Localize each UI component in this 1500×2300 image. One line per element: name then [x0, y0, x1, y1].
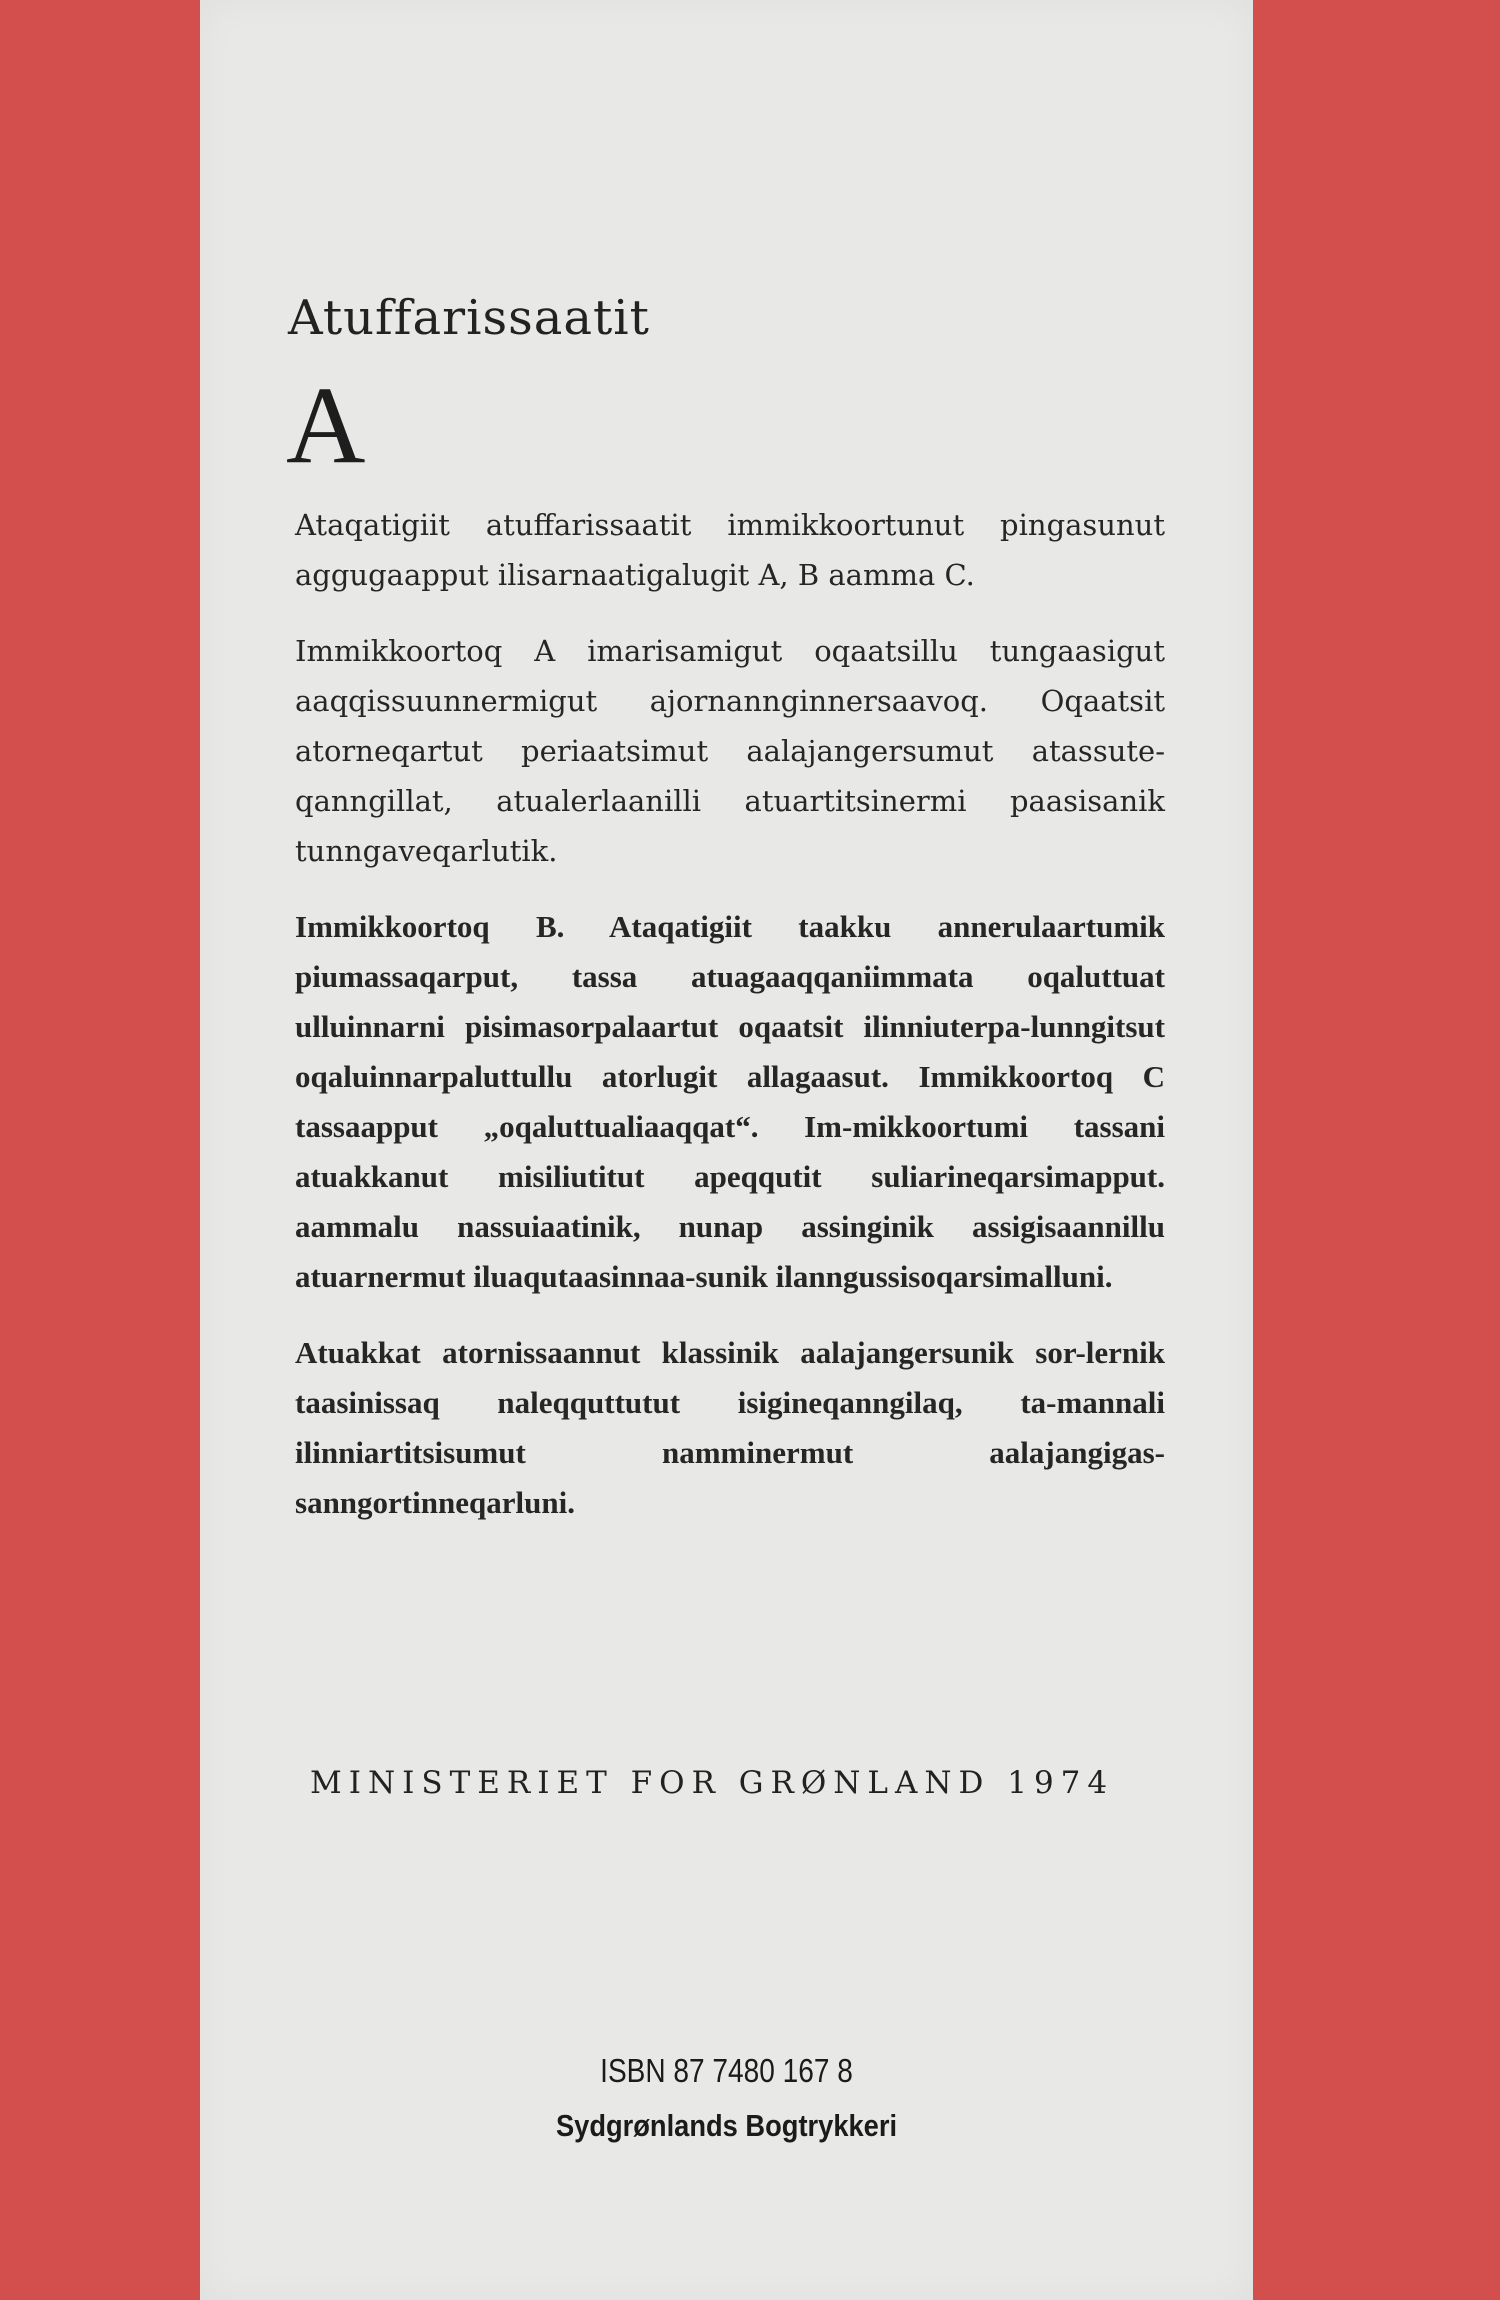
section-letter: A [286, 364, 366, 486]
paragraph-usage: Atuakkat atornissaannut klassinik aalajangersunik sor-lernik taasinissaq naleqquttutut isigineqanngilaq, ta-mannali ilinniartitsisumut namminermut aalajangigas-sanngortinneqarluni. [295, 1335, 1165, 1520]
book-back-cover [200, 0, 1253, 2300]
isbn-number: ISBN 87 7480 167 8 [600, 2052, 853, 2089]
description-text [295, 500, 1165, 1554]
paragraph-section-a: Immikkoortoq A imarisamigut oqaatsillu tungaasigut aaqqissuunnermigut ajornannginnersaavoq. Oqaatsit atorneqartut periaatsimut aalajangersumut atassute-qanngillat, atualerlaanilli atuartitsinermi paasisanik tunngaveqarlutik. [295, 634, 1165, 868]
book-title: Atuffarissaatit [288, 290, 650, 346]
paragraph-section-b-c: Immikkoortoq B. Ataqatigiit taakku annerulaartumik piumassaqarput, tassa atuagaaqqaniimmata oqaluttuat ulluinnarni pisimasorpalaartut oqaatsit ilinniuterpa-lunngitsut oqaluinnarpaluttullu atorlugit allagaasut. Immikkoortoq C tassaapput „oqaluttualiaaqqat“. Im-mikkoortumi tassani atuakkanut misiliutitut apeqqutit suliarineqarsimapput. aammalu nassuiaatinik, nunap assinginik assigisaannillu atuarnermut iluaqutaasinnaa-sunik ilanngussisoqarsimalluni. [295, 909, 1165, 1294]
printer-name: Sydgrønlands Bogtrykkeri [555, 2108, 898, 2143]
publisher-line: MINISTERIET FOR GRØNLAND 1974 [310, 1765, 1115, 1801]
paragraph-intro: Ataqatigiit atuffarissaatit immikkoortunut pingasunut aggugaapput ilisarnaatigalugit A, B aamma C. [295, 508, 1165, 592]
